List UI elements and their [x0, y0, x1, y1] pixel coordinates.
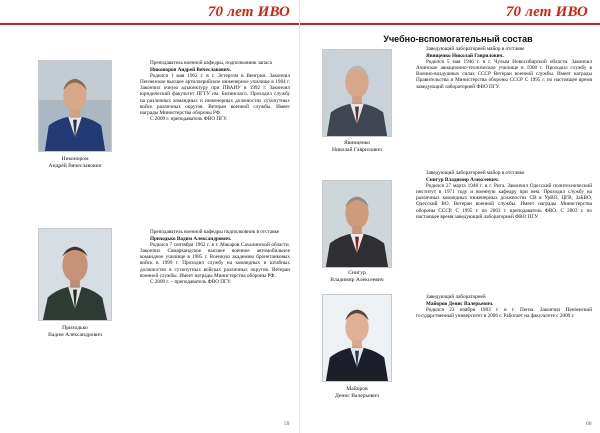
bio-name: Явищенко Николай Гаврилович.	[426, 52, 504, 59]
portrait-photo-prikhodko	[38, 228, 112, 321]
bio-since: С 2009 г. – преподаватель ФВО ПГУ.	[150, 279, 232, 286]
bio-text: Родился 27 марта 1948 г. в г. Рига. Закончил Одесский политехнический институт в 1971 году и военную кафедру при нем. Проходил службу на различных командных инженерных должностях СВ в УрВО, ЦГВ, ЗаБВО, Одесский ВО. Ветеран военной службы. Имеет награды Министерства обороны СССР. С 1995 г. по 2003 г. преподаватель ФВО. С 2003 г. по настоящее время заведующий лабораторией ФВО ПГУ.	[416, 183, 592, 220]
bio-block	[416, 46, 592, 90]
caption-given-names: Вадим Александрович	[48, 332, 102, 338]
bio-block	[416, 170, 592, 220]
bio-name: Майоров Денис Валерьевич.	[426, 300, 494, 307]
bio-text: Родился 5 мая 1946 г. в г. Чулым Новосибирской области. Закончил Ачинское авиационно-техническое училище в 1968 г. Проходил службу в Военно-воздушных силах СССР Ветеран военной службы. Имеет награды Правительства и Министерства обороны СССР С 1995 г. по настоящее время заведующий лабораторией ФВО ПГУ.	[416, 59, 592, 90]
bio-name: Никоноров Андрей Вячеславович.	[150, 66, 232, 73]
caption-surname: Майоров	[346, 386, 368, 392]
portrait-caption	[300, 140, 414, 154]
caption-surname: Явинценко	[343, 140, 371, 146]
bio-block	[140, 229, 290, 286]
portrait-caption	[300, 386, 414, 400]
page-number-left: 59	[284, 421, 290, 427]
bio-role: Преподаватель военной кафедры подполковник в отставке	[150, 229, 280, 235]
bio-name: Приходько Вадим Александрович.	[150, 235, 232, 242]
caption-given-names: Денис Валерьевич	[334, 393, 380, 399]
bio-block	[416, 294, 592, 320]
portrait-caption	[18, 325, 132, 339]
bio-name: Снигур Владимир Алексеевич.	[426, 176, 499, 183]
caption-given-names: Николай Гаврилович	[332, 147, 382, 153]
caption-surname: Снигур	[348, 270, 366, 276]
portrait-photo-mayorov	[322, 294, 392, 382]
bio-block	[140, 60, 290, 123]
bio-role: Преподаватель военной кафедры, подполковник запаса	[150, 60, 272, 66]
bio-role: Заведующий лабораторией майор в отставке	[426, 170, 525, 176]
right-page	[300, 0, 600, 433]
bio-text: Родился 7 сентября 1962 г. в г. Макаров Сахалинской области. Закончил Самаркандское высшее военное автомобильное командное училище в 1985 г. Военную академию бронетанковых войск в 1999 г. Проходил службу на командных и штабных должностях в сухопутных войсках различных округов. Ветеран военной службы. Имеет награды Министерства обороны РФ.	[140, 242, 290, 279]
bio-text: Родился 23 ноября 1983 г. в г. Пенза. Закончил Пензенский государственный университет в 2006 г. Работает на факультете с 2009 г.	[416, 307, 592, 320]
bio-role: Заведующий лабораторией	[426, 294, 486, 300]
portrait-photo-nikonorov	[38, 60, 112, 152]
caption-given-names: Владимир Алексеевич	[330, 277, 384, 283]
page-number-right: 60	[586, 421, 592, 427]
right-page-header	[300, 0, 600, 28]
header-rule	[0, 23, 300, 25]
left-page-header	[0, 0, 300, 28]
left-page-title: 70 лет ИВО	[207, 4, 290, 20]
right-page-title: 70 лет ИВО	[505, 4, 588, 20]
caption-given-names: Андрей Вячеславович	[48, 163, 102, 169]
header-rule	[300, 23, 600, 25]
bio-role: Заведующий лабораторией майор в отставке	[426, 46, 525, 52]
portrait-photo-yavishchenko	[322, 49, 392, 137]
portrait-caption	[300, 270, 414, 284]
portrait-caption	[18, 156, 132, 170]
caption-surname: Никонором	[61, 156, 89, 162]
caption-surname: Приходько	[62, 325, 88, 331]
section-title: Учебно-вспомогательный состав	[383, 34, 533, 44]
bio-text: Родился 1 мая 1962 г. в г. Эстергом в Венгрии. Закончил Пензенское высшее артиллерийское инженерное училище в 1984 г. Закончил очную адъюнктуру при ПВАИУ в 1992 г. Закончил юридический факультет ПГТУ им. Белинского. Проходил службу на различных командных и инженерных должностях сухопутных войск различных округов. Ветеран военной службы. Имеет награды Министерства обороны РФ.	[140, 73, 290, 116]
portrait-photo-snigur	[322, 180, 392, 268]
bio-since: С 2009 г. преподаватель ФВО ПГУ.	[150, 116, 228, 123]
